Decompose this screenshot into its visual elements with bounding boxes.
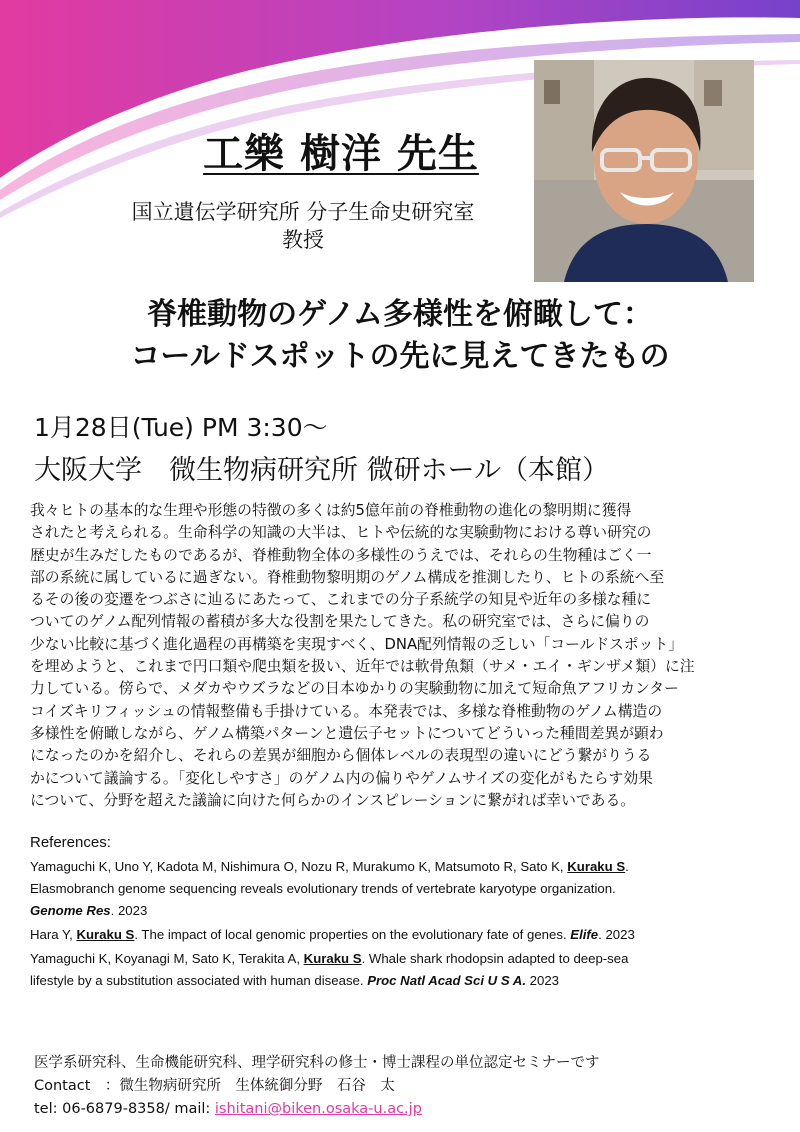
ref-highlight-author: Kuraku S [76, 927, 135, 942]
abstract-line: かについて議論する。「変化しやすさ」のゲノム内の偏りやゲノムサイズの変化がもたらす効果 [30, 769, 653, 787]
affiliation-institute: 国立遺伝学研究所 分子生命史研究室 [131, 200, 475, 224]
email-link[interactable]: ishitani@biken.osaka-u.ac.jp [214, 1101, 422, 1117]
contact-line: Contact ：微生物病研究所 生体統御分野 石谷 太 [34, 1078, 395, 1094]
ref-year: . 2023 [110, 903, 148, 918]
tel-text: tel: 06-6879-8358/ mail: [34, 1101, 215, 1117]
abstract-line: を埋めようと、これまで円口類や爬虫類を扱い、近年では軟骨魚類（サメ・エイ・ギンザメ類）に注 [30, 658, 695, 676]
ref-journal: Genome Res [30, 903, 111, 918]
ref-authors: Yamaguchi K, Uno Y, Kadota M, Nishimura O, Nozu R, Murakumo K, Matsumoto R, Sato K, [30, 859, 568, 874]
reference-item [30, 948, 780, 992]
tel-mail-line [34, 1098, 774, 1121]
ref-highlight-author: Kuraku S [567, 859, 626, 874]
abstract-line: コイズキリフィッシュの情報整備も手掛けている。本発表では、多様な脊椎動物のゲノム構造の [30, 702, 663, 720]
ref-authors: Yamaguchi K, Koyanagi M, Sato K, Terakita A, [30, 951, 304, 966]
ref-punct: . [625, 859, 629, 874]
references [30, 832, 780, 992]
abstract [30, 500, 780, 812]
abstract-line: 少ない比較に基づく進化過程の再構築を実現すべく、DNA配列情報の乏しい「コールドスポット」 [30, 635, 684, 653]
ref-journal: Proc Natl Acad Sci U S A. [367, 973, 526, 988]
abstract-line: になったのかを紹介し、それらの差異が細胞から個体レベルの表現型の違いにどう繋がりうる [30, 747, 652, 765]
abstract-line: 我々ヒトの基本的な生理や形態の特徴の多くは約5億年前の脊椎動物の進化の黎明期に獲得 [30, 502, 632, 519]
ref-title: . Whale shark rhodopsin adapted to deep-sea [361, 951, 629, 966]
speaker-affiliation [60, 198, 546, 254]
references-heading: References: [30, 834, 111, 851]
abstract-line: について、分野を超えた議論に向けた何らかのインスピレーションに繋がれば幸いである。 [30, 791, 636, 809]
credit-note: 医学系研究科、生命機能研究科、理学研究科の修士・博士課程の単位認定セミナーです [34, 1055, 600, 1071]
ref-highlight-author: Kuraku S [303, 951, 362, 966]
speaker-photo [534, 60, 754, 282]
reference-item [30, 856, 780, 922]
ref-title: lifestyle by a substitution associated with human disease. [30, 973, 368, 988]
abstract-line: ついてのゲノム配列情報の蓄積が多大な役割を果たしてきた。私の研究室では、さらに偏りの [30, 613, 650, 631]
talk-title-line: コールドスポットの先に見えてきたもの [130, 339, 670, 374]
abstract-line: されたと考えられる。生命科学の知識の大半は、ヒトや伝統的な実験動物における尊い研究の [30, 524, 652, 542]
speaker-name: 工樂 樹洋 先生 [203, 131, 479, 177]
talk-title-line: 脊椎動物のゲノム多様性を俯瞰して： [147, 297, 653, 332]
abstract-line: 多様性を俯瞰しながら、ゲノム構築パターンと遺伝子セットについてどういった種間差異が顕わ [30, 724, 664, 742]
reference-item [30, 924, 780, 946]
abstract-line: 歴史が生みだしたものであるが、脊椎動物全体の多様性のうえでは、それらの生物種はごく一 [30, 546, 652, 564]
footer [34, 1052, 774, 1121]
event-date: 1月28日(Tue) PM 3:30～ [34, 413, 328, 442]
ref-journal: Elife [570, 927, 599, 942]
ref-title: Elasmobranch genome sequencing reveals evolutionary trends of vertebrate karyotype organization. [30, 881, 616, 896]
ref-title: . The impact of local genomic properties on the evolutionary fate of genes. [134, 927, 571, 942]
abstract-line: 部の系統に属しているに過ぎない。脊椎動物黎明期のゲノム構成を推測したり、ヒトの系統へ至 [30, 568, 665, 586]
abstract-line: 力している。傍らで、メダカやウズラなどの日本ゆかりの実験動物に加えて短命魚アフリカンター [30, 680, 679, 698]
talk-title [0, 294, 800, 378]
ref-year: . 2023 [598, 927, 635, 942]
event-venue: 大阪大学 微生物病研究所 微研ホール（本館） [34, 455, 610, 486]
affiliation-position: 教授 [282, 228, 324, 252]
ref-authors: Hara Y, [30, 927, 77, 942]
ref-year: 2023 [526, 973, 560, 988]
abstract-line: るその後の変遷をつぶさに辿るにあたって、これまでの分子系統学の知見や近年の多様な種に [30, 591, 652, 609]
